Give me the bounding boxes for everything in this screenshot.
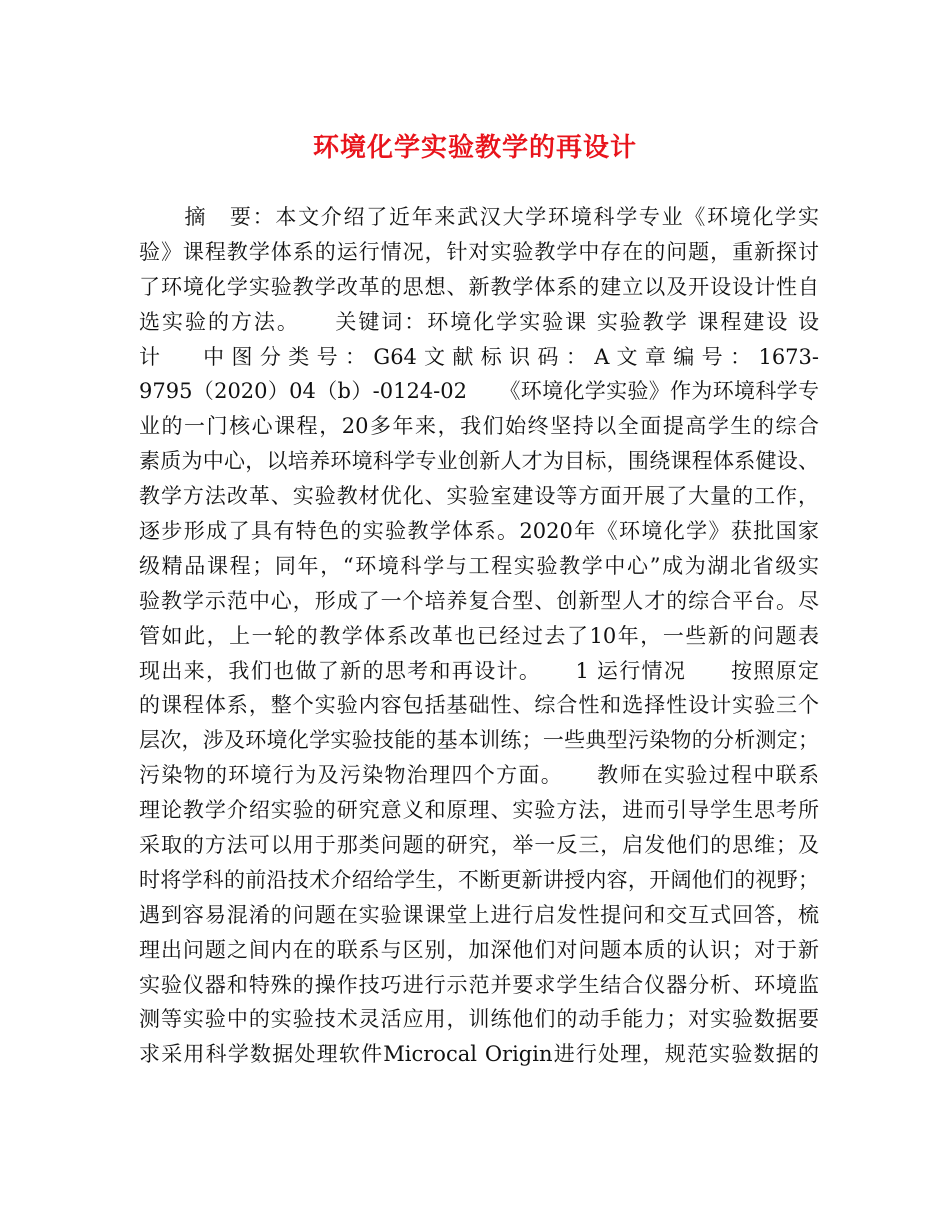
text-line-10: 逐步形成了具有特色的实验教学体系。2020年《环境化学》获批国家 (139, 519, 819, 544)
text-line-13: 管如此，上一轮的教学体系改革也已经过去了10年，一些新的问题表 (139, 623, 819, 648)
text-line-3: 了环境化学实验教学改革的思想、新教学体系的建立以及开设设计性自 (139, 274, 819, 299)
text-line-17: 污染物的环境行为及污染物治理四个方面。 教师在实验过程中联系 (139, 763, 819, 788)
text-line-1: 摘 要：本文介绍了近年来武汉大学环境科学专业《环境化学实 (139, 205, 819, 229)
text-line-22: 理出问题之间内在的联系与区别，加深他们对问题本质的认识；对于新 (139, 937, 819, 962)
text-line-19: 采取的方法可以用于那类问题的研究，举一反三，启发他们的思维；及 (139, 833, 819, 858)
text-line-23: 实验仪器和特殊的操作技巧进行示范并要求学生结合仪器分析、环境监 (139, 972, 819, 997)
text-line-5: 计 中 图 分 类 号 ： G64 文 献 标 识 码 ： A 文 章 编 号 ： 1673- (139, 344, 819, 369)
text-line-16: 层次，涉及环境化学实验技能的基本训练；一些典型污染物的分析测定； (139, 728, 819, 753)
text-line-14: 现出来，我们也做了新的思考和再设计。 1 运行情况 按照原定 (139, 658, 819, 683)
document-body (139, 200, 819, 1072)
text-line-18: 理论教学介绍实验的研究意义和原理、实验方法，进而引导学生思考所 (139, 798, 819, 823)
text-line-4: 选实验的方法。 关键词：环境化学实验课 实验教学 课程建设 设 (139, 309, 819, 334)
text-line-21: 遇到容易混淆的问题在实验课课堂上进行启发性提问和交互式回答，梳 (139, 902, 819, 927)
text-line-24: 测等实验中的实验技术灵活应用，训练他们的动手能力；对实验数据要 (139, 1007, 819, 1032)
text-line-15: 的课程体系，整个实验内容包括基础性、综合性和选择性设计实验三个 (139, 693, 819, 718)
text-line-8: 素质为中心，以培养环境科学专业创新人才为目标，围绕课程体系健设、 (139, 449, 819, 474)
text-line-7: 业的一门核心课程，20多年来，我们始终坚持以全面提高学生的综合 (139, 414, 819, 439)
document-title: 环境化学实验教学的再设计 (312, 133, 637, 163)
text-line-9: 教学方法改革、实验教材优化、实验室建设等方面开展了大量的工作， (139, 484, 819, 509)
text-line-12: 验教学示范中心，形成了一个培养复合型、创新型人才的综合平台。尽 (139, 588, 819, 613)
text-line-6: 9795（2020）04（b）-0124-02 《环境化学实验》作为环境科学专 (139, 379, 819, 404)
text-line-25: 求采用科学数据处理软件Microcal Origin进行处理，规范实验数据的 (139, 1042, 819, 1067)
text-line-11: 级精品课程；同年，“环境科学与工程实验教学中心”成为湖北省级实 (139, 553, 819, 578)
text-line-2: 验》课程教学体系的运行情况，针对实验教学中存在的问题，重新探讨 (139, 239, 819, 264)
text-line-20: 时将学科的前沿技术介绍给学生，不断更新讲授内容，开阔他们的视野； (139, 867, 819, 892)
